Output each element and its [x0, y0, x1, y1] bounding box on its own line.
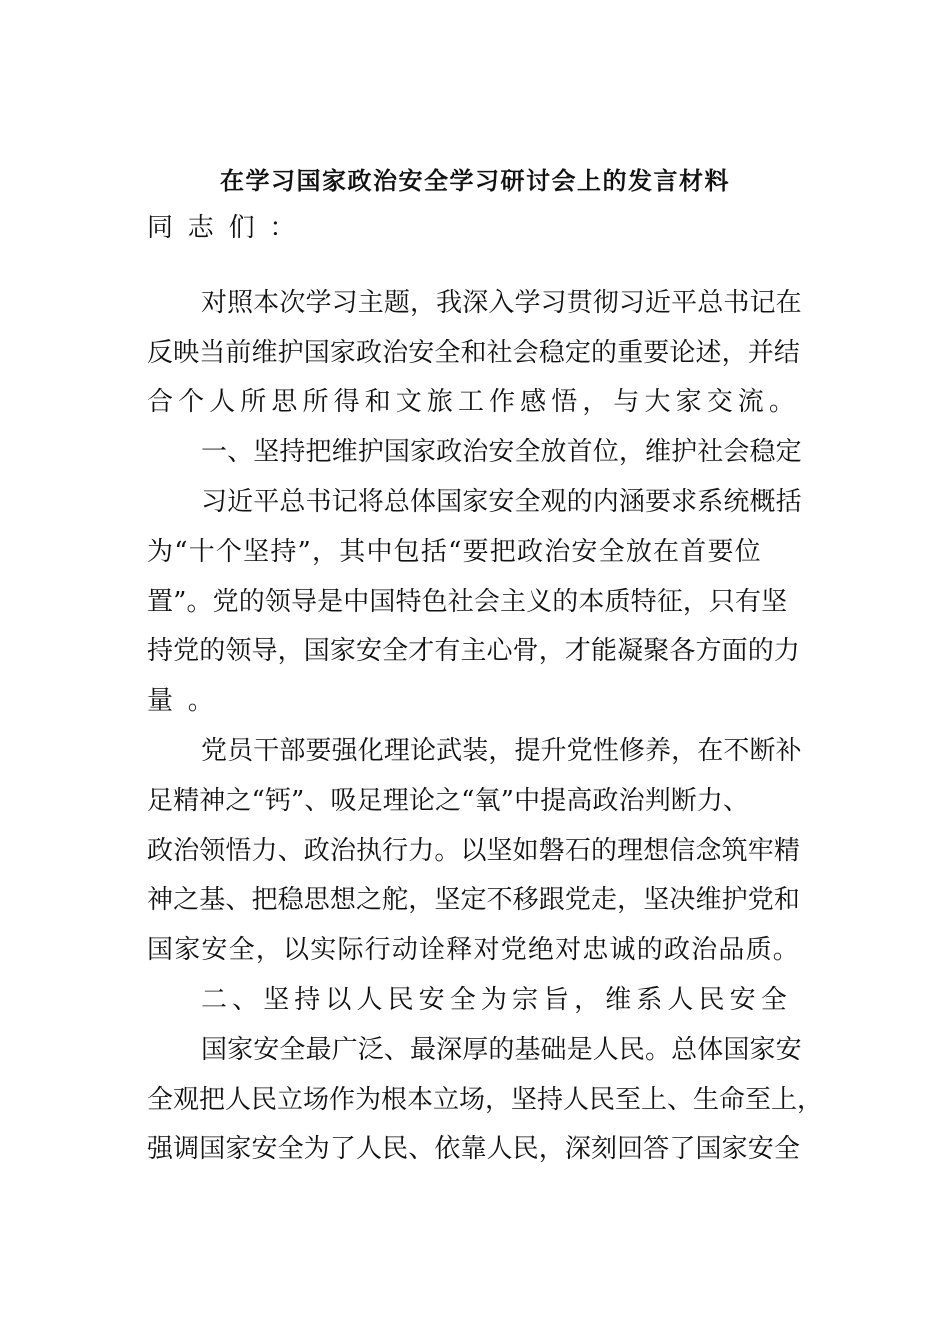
text-line: 置”。党的领导是中国特色社会主义的本质特征，只有坚 [147, 586, 788, 617]
text-line: 政治领悟力、政治执行力。以坚如磐石的理想信念筑牢精 [147, 835, 801, 866]
text-line: 二、坚持以人民安全为宗旨，维系人民安全 [201, 984, 792, 1015]
salutation: 同志们： [147, 213, 311, 243]
document-body [147, 208, 827, 1179]
text-line: 合个人所思所得和文旅工作感悟，与大家交流。 [147, 387, 801, 418]
text-line: 强调国家安全为了人民、依靠人民，深刻回答了国家安全 [147, 1134, 801, 1165]
text-line: 反映当前维护国家政治安全和社会稳定的重要论述，并结 [147, 337, 801, 368]
body-lines [147, 283, 827, 1179]
text-line: 量。 [147, 686, 229, 717]
text-line: 习近平总书记将总体国家安全观的内涵要求系统概括 [201, 486, 802, 517]
text-line: 对照本次学习主题，我深入学习贯彻习近平总书记在 [201, 287, 802, 318]
text-line: 神之基、把稳思想之舵，坚定不移跟党走，坚决维护党和 [147, 885, 801, 916]
text-line: 国家安全，以实际行动诠释对党绝对忠诚的政治品质。 [147, 935, 801, 966]
text-line: 国家安全最广泛、最深厚的基础是人民。总体国家安 [201, 1034, 802, 1065]
text-line: 足精神之“钙”、吸足理论之“氧”中提高政治判断力、 [147, 785, 750, 816]
text-line: 全观把人民立场作为根本立场，坚持人民至上、生命至上， [147, 1084, 824, 1115]
text-line: 一、坚持把维护国家政治安全放首位，维护社会稳定 [201, 437, 802, 468]
text-line: 持党的领导，国家安全才有主心骨，才能凝聚各方面的力 [147, 636, 801, 667]
text-line: 为“十个坚持”，其中包括“要把政治安全放在首要位 [147, 536, 762, 567]
document-title: 在学习国家政治安全学习研讨会上的发言材料 [220, 166, 730, 195]
text-line: 党员干部要强化理论武装，提升党性修养，在不断补 [201, 735, 802, 766]
